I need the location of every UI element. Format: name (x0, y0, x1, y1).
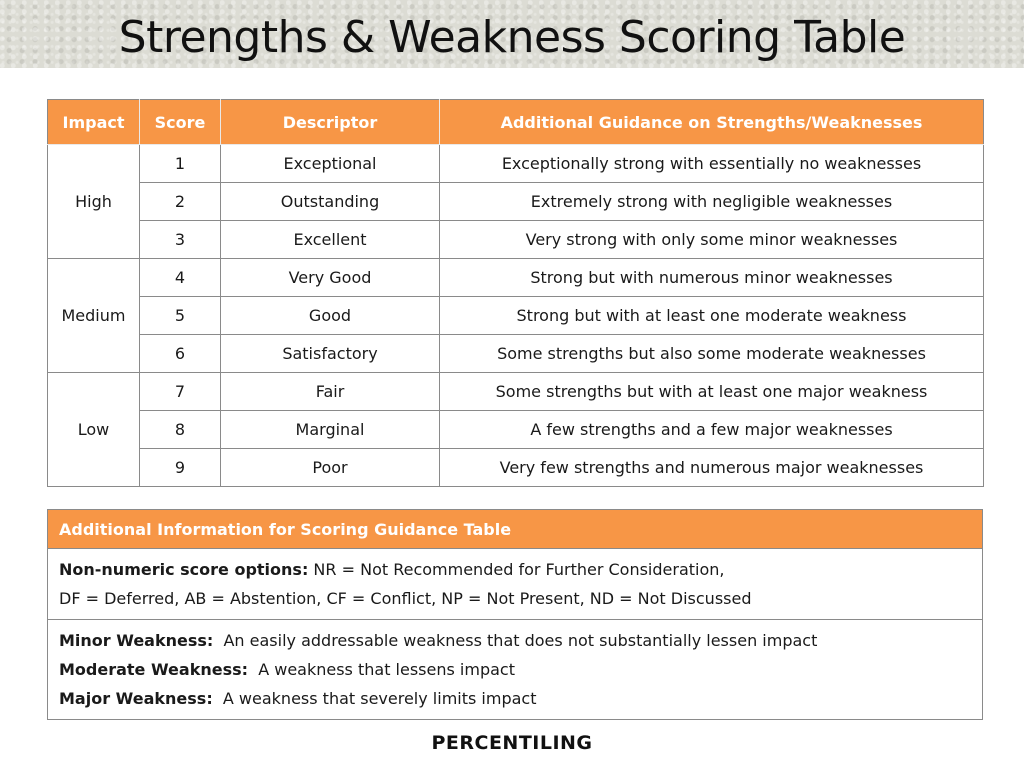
table-row (48, 373, 984, 411)
moderate-weakness-label: Moderate Weakness: (59, 660, 249, 679)
score-cell: 5 (140, 297, 221, 335)
column-header-descriptor: Descriptor (221, 100, 440, 145)
non-numeric-options-row (48, 549, 983, 620)
non-numeric-line-1 (59, 555, 971, 584)
score-cell: 1 (140, 145, 221, 183)
guidance-cell: Some strengths but also some moderate weaknesses (440, 335, 984, 373)
table-row (48, 259, 984, 297)
moderate-weakness-text: A weakness that lessens impact (248, 660, 515, 679)
minor-weakness-label: Minor Weakness: (59, 631, 214, 650)
non-numeric-line-2: DF = Deferred, AB = Abstention, CF = Conflict, NP = Not Present, ND = Not Discussed (59, 589, 752, 608)
guidance-cell: Strong but with numerous minor weaknesses (440, 259, 984, 297)
scoring-table (47, 99, 984, 487)
column-header-guidance: Additional Guidance on Strengths/Weaknesses (440, 100, 984, 145)
score-cell: 6 (140, 335, 221, 373)
descriptor-cell: Satisfactory (221, 335, 440, 373)
additional-info-table (47, 509, 983, 720)
guidance-cell: Extremely strong with negligible weaknesses (440, 183, 984, 221)
moderate-weakness-line (59, 655, 971, 684)
table-row (48, 411, 984, 449)
table-row (48, 297, 984, 335)
descriptor-cell: Marginal (221, 411, 440, 449)
descriptor-cell: Poor (221, 449, 440, 487)
score-cell: 4 (140, 259, 221, 297)
descriptor-cell: Exceptional (221, 145, 440, 183)
table-row (48, 145, 984, 183)
column-header-impact: Impact (48, 100, 140, 145)
impact-cell-low: Low (48, 373, 140, 487)
guidance-cell: Exceptionally strong with essentially no weaknesses (440, 145, 984, 183)
descriptor-cell: Excellent (221, 221, 440, 259)
impact-cell-high: High (48, 145, 140, 259)
weakness-definitions-cell (48, 620, 983, 720)
guidance-cell: Very few strengths and numerous major weaknesses (440, 449, 984, 487)
table-row (48, 335, 984, 373)
guidance-cell: Some strengths but with at least one major weakness (440, 373, 984, 411)
non-numeric-options-cell (48, 549, 983, 620)
guidance-cell: A few strengths and a few major weaknesses (440, 411, 984, 449)
table-row (48, 183, 984, 221)
major-weakness-label: Major Weakness: (59, 689, 213, 708)
score-cell: 3 (140, 221, 221, 259)
descriptor-cell: Fair (221, 373, 440, 411)
info-table-header-row (48, 510, 983, 549)
minor-weakness-line (59, 626, 971, 655)
guidance-cell: Very strong with only some minor weaknesses (440, 221, 984, 259)
score-cell: 7 (140, 373, 221, 411)
minor-weakness-text: An easily addressable weakness that does not substantially lessen impact (213, 631, 818, 650)
major-weakness-text: A weakness that severely limits impact (212, 689, 537, 708)
non-numeric-text-1: NR = Not Recommended for Further Consideration, (308, 560, 725, 579)
score-cell: 2 (140, 183, 221, 221)
score-cell: 9 (140, 449, 221, 487)
score-cell: 8 (140, 411, 221, 449)
table-row (48, 449, 984, 487)
descriptor-cell: Outstanding (221, 183, 440, 221)
descriptor-cell: Very Good (221, 259, 440, 297)
major-weakness-line (59, 684, 971, 713)
page-title: Strengths & Weakness Scoring Table (118, 12, 906, 63)
impact-cell-medium: Medium (48, 259, 140, 373)
weakness-definitions-row (48, 620, 983, 720)
scoring-table-header-row (48, 100, 984, 145)
non-numeric-label: Non-numeric score options: (59, 560, 309, 579)
table-row (48, 221, 984, 259)
info-table-header: Additional Information for Scoring Guidance Table (48, 510, 983, 549)
column-header-score: Score (140, 100, 221, 145)
guidance-cell: Strong but with at least one moderate weakness (440, 297, 984, 335)
descriptor-cell: Good (221, 297, 440, 335)
footer-label: PERCENTILING (431, 732, 593, 754)
